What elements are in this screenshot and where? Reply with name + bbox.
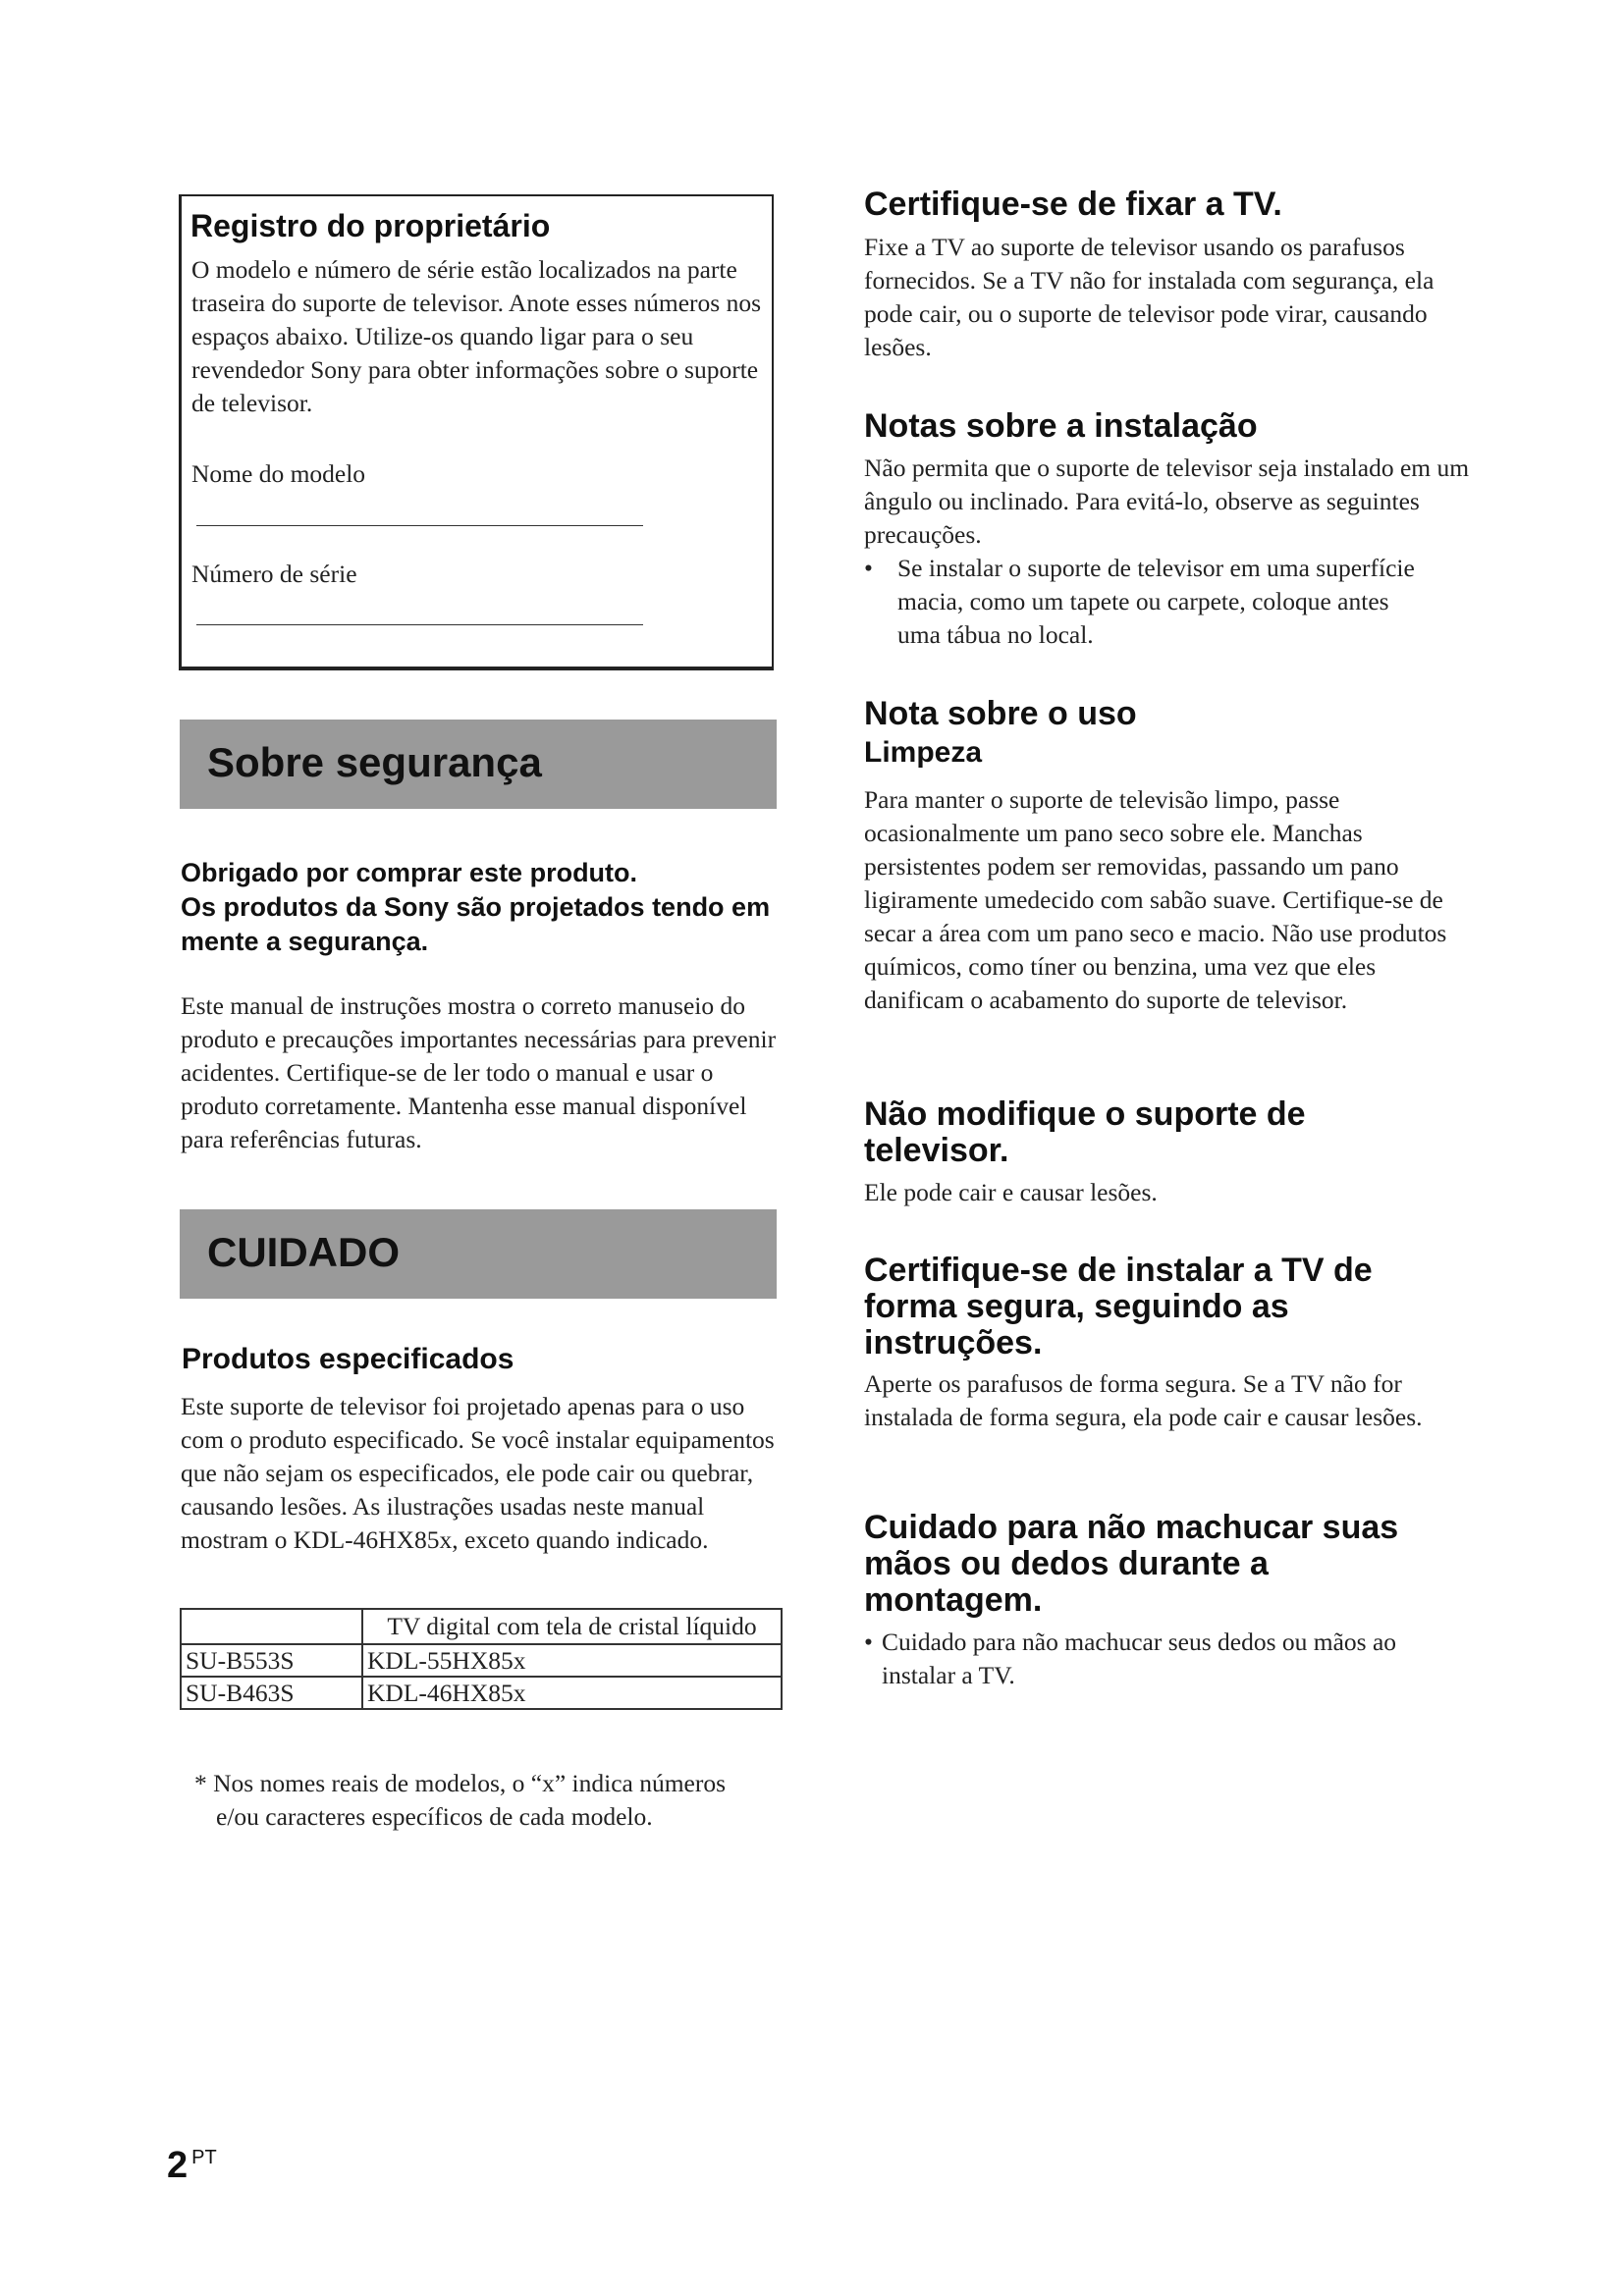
fix-tv-heading: Certifique-se de fixar a TV. bbox=[864, 186, 1282, 223]
safety-banner-title: Sobre segurança bbox=[207, 739, 542, 785]
specified-products-text: Este suporte de televisor foi projetado apenas para o uso com o produto especificado. Se você instalar equipamentos que não sejam os especificados, ele pode cair ou quebrar, causando lesões. As ilustrações usadas neste manual mostram o KDL-46HX85x, exceto quando indicado. bbox=[181, 1392, 775, 1554]
serial-number-line bbox=[196, 624, 643, 625]
safety-lead-line2: Os produtos da Sony são projetados tendo em mente a segurança. bbox=[181, 892, 771, 956]
installation-notes-heading: Notas sobre a instalação bbox=[864, 407, 1258, 445]
page-number-value: 2 bbox=[167, 2145, 189, 2186]
table-row bbox=[181, 1677, 782, 1709]
cleaning-text: Para manter o suporte de televisão limpo, passe ocasionalmente um pano seco sobre ele. Manchas persistentes podem ser removidas, passando um pano ligiramente umedecido com sabão suave. Certifique-se de secar a área com um pano seco e macio. Não use produtos químicos, como tíner ou benzina, uma vez que eles danificam o acabamento do suporte de televisor. bbox=[864, 785, 1447, 1014]
caution-banner bbox=[180, 1209, 777, 1299]
table-header-row bbox=[181, 1609, 782, 1644]
fix-tv-text: Fixe a TV ao suporte de televisor usando os parafusos fornecidos. Se a TV não for instalada com segurança, ela pode cair, ou o suporte de televisor pode virar, causando lesões. bbox=[864, 233, 1435, 361]
serial-number-label: Número de série bbox=[191, 560, 357, 588]
cleaning-heading: Limpeza bbox=[864, 736, 983, 769]
table-row bbox=[181, 1644, 782, 1677]
tv-model-cell: KDL-46HX85x bbox=[362, 1677, 782, 1709]
tv-model-cell: KDL-55HX85x bbox=[362, 1644, 782, 1677]
do-not-modify-heading: Não modifique o suporte de televisor. bbox=[864, 1095, 1306, 1169]
page-number bbox=[167, 2145, 217, 2187]
safety-banner bbox=[180, 720, 777, 809]
stand-model-cell: SU-B553S bbox=[181, 1644, 362, 1677]
caution-banner-title: CUIDADO bbox=[207, 1229, 400, 1275]
hand-injury-bullet-text: Cuidado para não machucar seus dedos ou mãos ao instalar a TV. bbox=[882, 1628, 1397, 1689]
bullet-dot-icon: • bbox=[864, 554, 873, 582]
hand-injury-heading: Cuidado para não machucar suas mãos ou dedos durante a montagem. bbox=[864, 1509, 1399, 1619]
installation-bullet bbox=[864, 552, 1434, 652]
safety-text: Este manual de instruções mostra o correto manuseio do produto e precauções importantes necessárias para prevenir acidentes. Certifique-se de ler todo o manual e usar o produto corretamente. Mantenha esse manual disponível para referências futuras. bbox=[181, 991, 777, 1153]
model-footnote-text: * Nos nomes reais de modelos, o “x” indica números e/ou caracteres específicos de cada modelo. bbox=[194, 1769, 727, 1831]
stand-model-cell: SU-B463S bbox=[181, 1677, 362, 1709]
specified-products-heading: Produtos especificados bbox=[182, 1343, 514, 1375]
owner-registration-box bbox=[179, 194, 774, 670]
installation-bullet-text: Se instalar o suporte de televisor em uma superfície macia, como um tapete ou carpete, coloque antes uma tábua no local. bbox=[897, 554, 1415, 649]
compatibility-table bbox=[180, 1608, 783, 1710]
registration-heading: Registro do proprietário bbox=[190, 208, 551, 243]
do-not-modify-text: Ele pode cair e causar lesões. bbox=[864, 1178, 1158, 1206]
table-header-cell: TV digital com tela de cristal líquido bbox=[362, 1609, 782, 1644]
hand-injury-bullet bbox=[864, 1626, 1453, 1692]
secure-install-text: Aperte os parafusos de forma segura. Se a TV não for instalada de forma segura, ela pode cair e causar lesões. bbox=[864, 1369, 1423, 1431]
installation-notes-text: Não permita que o suporte de televisor seja instalado em um ângulo ou inclinado. Para evitá-lo, observe as seguintes precauções. bbox=[864, 454, 1470, 549]
model-footnote bbox=[181, 1767, 731, 1834]
page-language-suffix: PT bbox=[191, 2147, 217, 2168]
usage-note-heading: Nota sobre o uso bbox=[864, 695, 1137, 732]
registration-text: O modelo e número de série estão localizados na parte traseira do suporte de televisor. Anote esses números nos espaços abaixo. Utilize-os quando ligar para o seu revendedor Sony para obter informações sobre o suporte de televisor. bbox=[191, 255, 762, 417]
safety-lead-line1: Obrigado por comprar este produto. bbox=[181, 858, 638, 887]
table-header-cell bbox=[181, 1609, 362, 1644]
bullet-dot-icon: • bbox=[864, 1628, 873, 1656]
model-name-line bbox=[196, 525, 643, 526]
model-name-label: Nome do modelo bbox=[191, 459, 366, 488]
safety-lead bbox=[181, 856, 778, 959]
secure-install-heading: Certifique-se de instalar a TV de forma segura, seguindo as instruções. bbox=[864, 1252, 1373, 1362]
